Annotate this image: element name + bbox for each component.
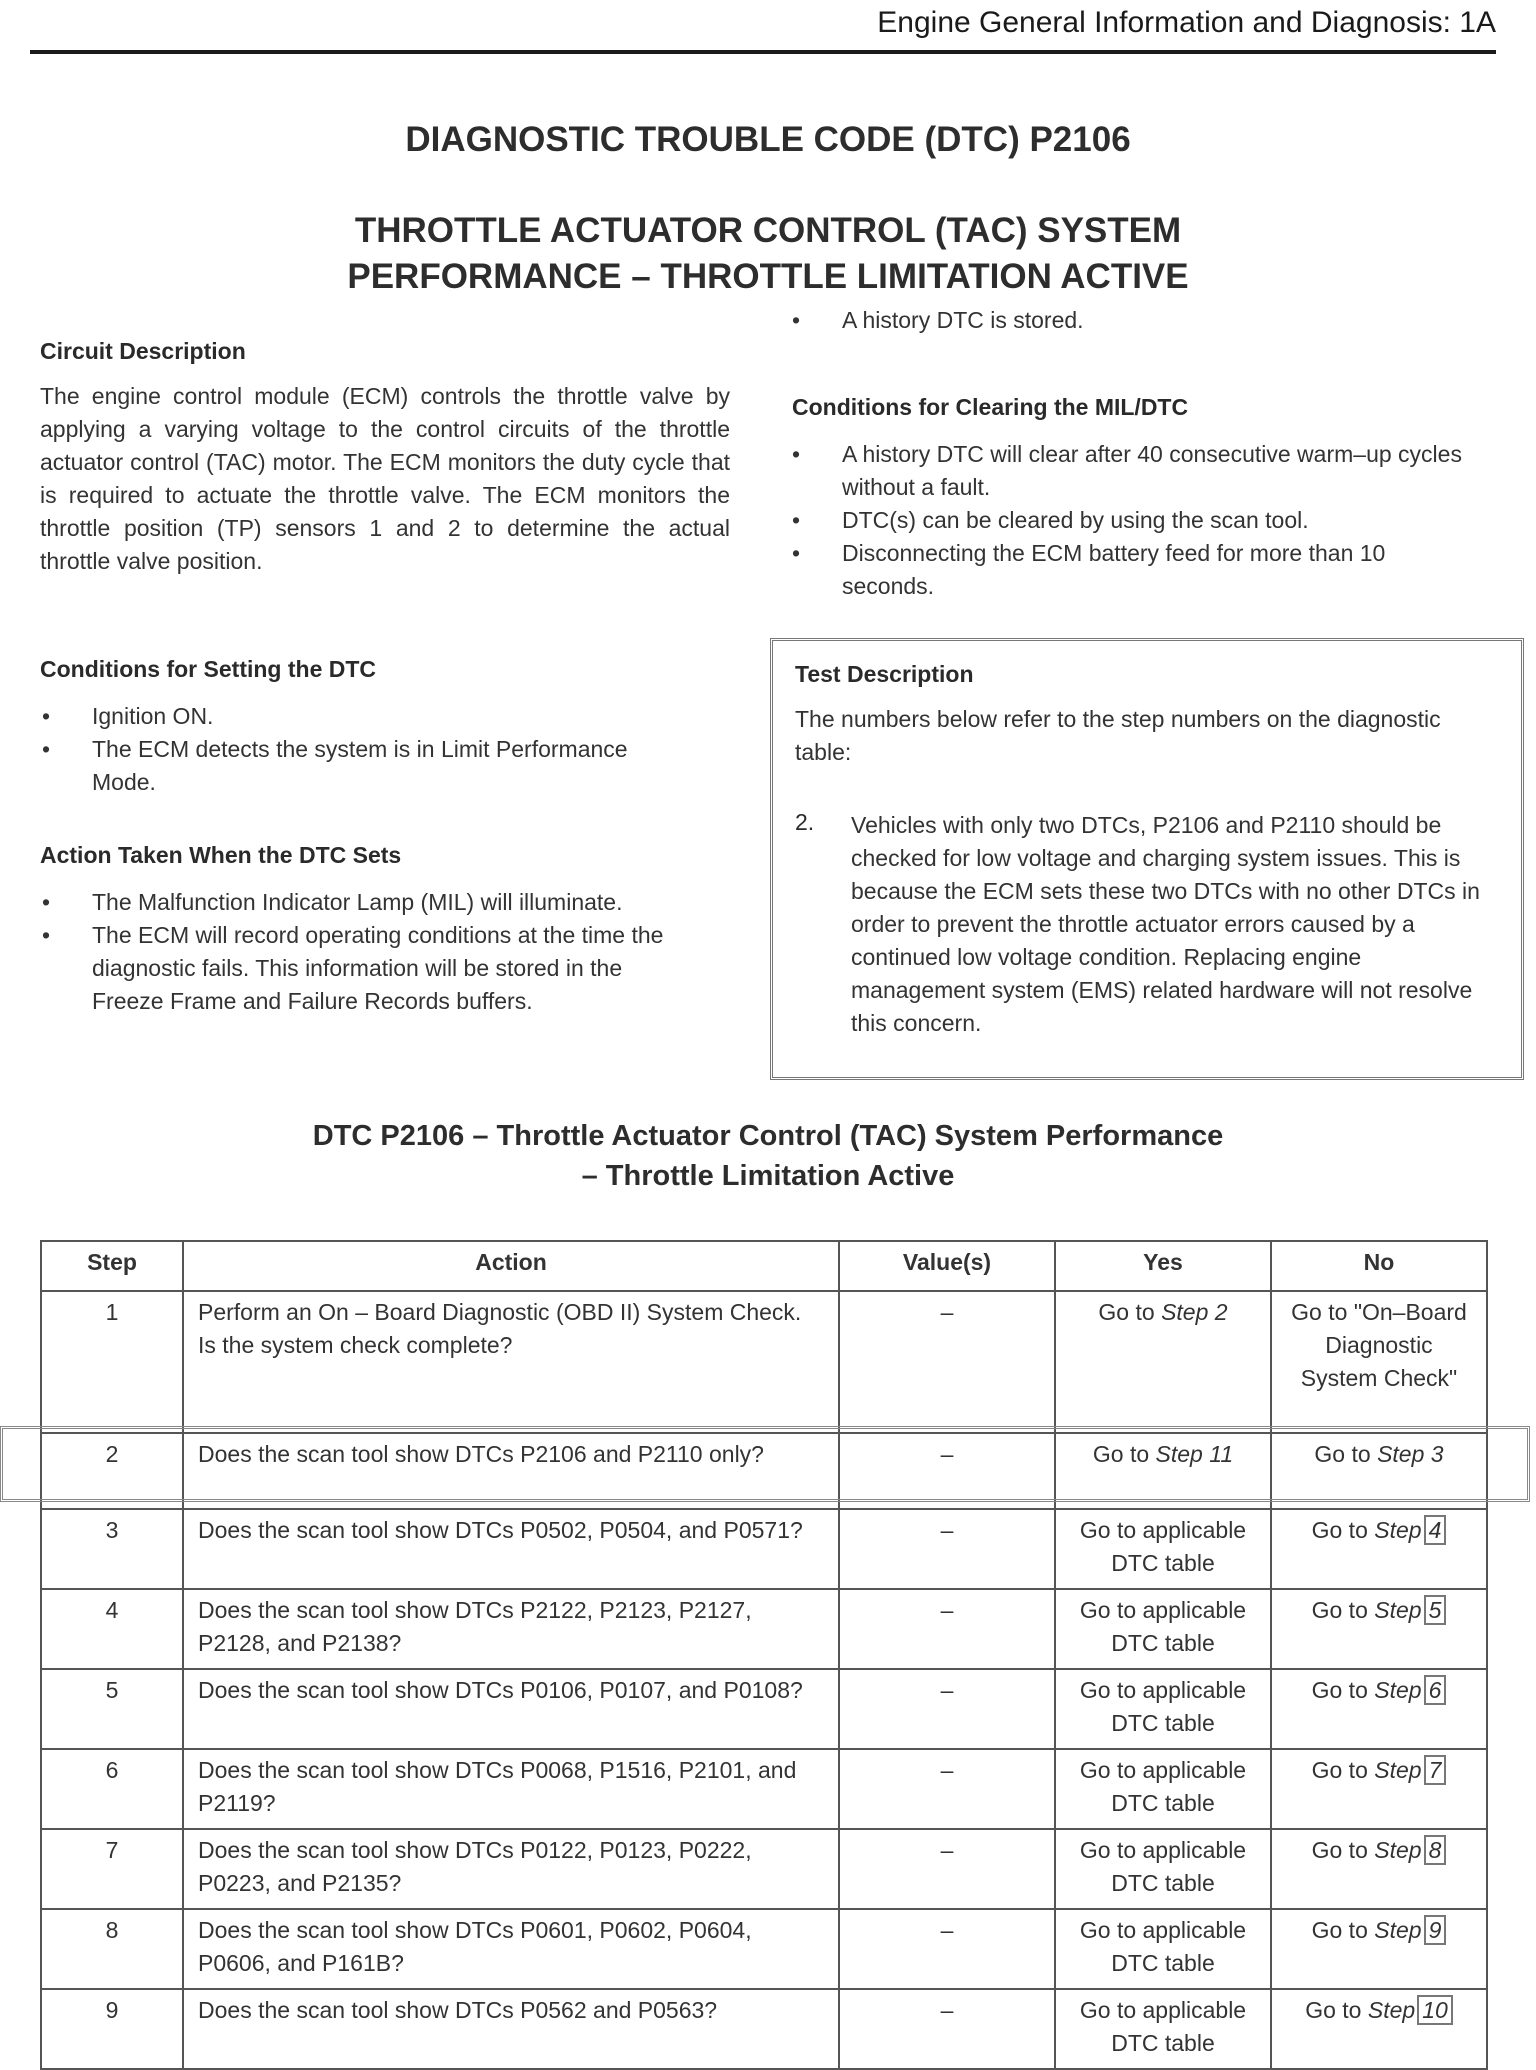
step-cell: 5: [41, 1669, 183, 1749]
no-cell: Go to Step 3: [1271, 1433, 1487, 1509]
yes-cell: Go to applicable DTC table: [1055, 1669, 1271, 1749]
page-title: DIAGNOSTIC TROUBLE CODE (DTC) P2106: [405, 120, 1131, 159]
subtitle-line: PERFORMANCE – THROTTLE LIMITATION ACTIVE: [347, 257, 1189, 296]
header-title: Engine General Information and Diagnosis: 1A: [877, 6, 1496, 39]
yes-cell: Go to applicable DTC table: [1055, 1509, 1271, 1589]
list-item: • The ECM detects the system is in Limit Performance Mode.: [42, 736, 628, 795]
no-cell: Go to Step 10: [1271, 1989, 1487, 2069]
test-intro: The numbers below refer to the step numbers on the diagnostic table:: [795, 706, 1441, 765]
clearing-list: [790, 438, 1480, 603]
col-header-values: Value(s): [839, 1241, 1055, 1291]
step-cell: 3: [41, 1509, 183, 1589]
table-title-line: DTC P2106 – Throttle Actuator Control (TAC) System Performance: [312, 1120, 1224, 1152]
step-link[interactable]: 7: [1424, 1755, 1447, 1785]
yes-cell: Go to Step 2: [1055, 1291, 1271, 1433]
list-item: • The ECM will record operating conditions at the time the diagnostic fails. This information will be stored in the Freeze Frame and Failure Records buffers.: [42, 922, 664, 1014]
subtitle-line: THROTTLE ACTUATOR CONTROL (TAC) SYSTEM: [354, 211, 1182, 250]
no-cell: Go to Step 8: [1271, 1829, 1487, 1909]
table-header-row: [41, 1241, 1487, 1291]
table-title-line: – Throttle Limitation Active: [581, 1160, 955, 1192]
step-link[interactable]: 8: [1424, 1835, 1447, 1865]
test-heading: Test Description: [795, 661, 974, 687]
value-cell: –: [839, 1589, 1055, 1669]
circuit-heading: Circuit Description: [40, 338, 246, 364]
table-row: [41, 1749, 1487, 1829]
action-cell: Does the scan tool show DTCs P0068, P1516, P2101, and P2119?: [183, 1749, 839, 1829]
list-item: • The Malfunction Indicator Lamp (MIL) will illuminate.: [42, 889, 623, 915]
col-header-action: Action: [183, 1241, 839, 1291]
page-subtitle: [0, 208, 1536, 300]
col-header-no: No: [1271, 1241, 1487, 1291]
no-cell: Go to Step 6: [1271, 1669, 1487, 1749]
yes-cell: Go to applicable DTC table: [1055, 1989, 1271, 2069]
table-row: [41, 1433, 1487, 1509]
list-item: • A history DTC is stored.: [792, 307, 1084, 333]
table-row: [41, 1589, 1487, 1669]
action-cell: Does the scan tool show DTCs P0502, P0504, and P0571?: [183, 1509, 839, 1589]
table-row: [41, 1909, 1487, 1989]
value-cell: –: [839, 1669, 1055, 1749]
value-cell: –: [839, 1433, 1055, 1509]
value-cell: –: [839, 1291, 1055, 1433]
step-link[interactable]: 4: [1424, 1515, 1447, 1545]
value-cell: –: [839, 1909, 1055, 1989]
action-list: [40, 886, 690, 1018]
no-cell: [1271, 1291, 1487, 1433]
list-item: • DTC(s) can be cleared by using the scan tool.: [792, 507, 1309, 533]
action-cell: Does the scan tool show DTCs P0601, P0602, P0604, P0606, and P161B?: [183, 1909, 839, 1989]
header-rule: [30, 50, 1496, 54]
yes-cell: Go to applicable DTC table: [1055, 1749, 1271, 1829]
table-row: [41, 1989, 1487, 2069]
col-header-yes: Yes: [1055, 1241, 1271, 1291]
table-title: [0, 1116, 1536, 1196]
test-description-box: [770, 638, 1524, 1080]
circuit-text: The engine control module (ECM) controls the throttle valve by applying a varying voltage to the control circuits of the throttle actuator control (TAC) motor. The ECM monitors the duty cycle that is required to actuate the throttle valve. The ECM monitors the throttle position (TP) sensors 1 and 2 to determine the actual throttle valve position.: [40, 383, 730, 574]
action-cell: Does the scan tool show DTCs P2122, P2123, P2127, P2128, and P2138?: [183, 1589, 839, 1669]
action-cell: Perform an On – Board Diagnostic (OBD II) System Check. Is the system check complete?: [183, 1291, 839, 1433]
yes-cell: Go to applicable DTC table: [1055, 1829, 1271, 1909]
table-row: [41, 1291, 1487, 1433]
yes-cell: Go to applicable DTC table: [1055, 1909, 1271, 1989]
yes-cell: Go to applicable DTC table: [1055, 1589, 1271, 1669]
step-cell: 4: [41, 1589, 183, 1669]
no-cell: Go to Step 9: [1271, 1909, 1487, 1989]
clearing-heading: Conditions for Clearing the MIL/DTC: [792, 394, 1189, 420]
table-row: [41, 1829, 1487, 1909]
step-cell: 2: [41, 1433, 183, 1509]
test-item-text: Vehicles with only two DTCs, P2106 and P2110 should be checked for low voltage and charging system issues. This is because the ECM sets these two DTCs with no other DTCs in order to prevent the throttle actuator errors caused by a continued low voltage condition. Replacing engine management system (EMS) related hardware will not resolve this concern.: [851, 812, 1480, 1036]
yes-cell: Go to Step 11: [1055, 1433, 1271, 1509]
step-link[interactable]: Step 2: [1161, 1299, 1228, 1325]
history-list: [790, 304, 1490, 337]
list-item: • Ignition ON.: [42, 703, 214, 729]
step-cell: 1: [41, 1291, 183, 1433]
step-cell: 6: [41, 1749, 183, 1829]
section-link[interactable]: Go to "On–Board Diagnostic System Check": [1291, 1299, 1467, 1391]
diagnostic-table: [40, 1240, 1488, 2070]
step-link[interactable]: Step 11: [1155, 1441, 1234, 1467]
no-cell: Go to Step 7: [1271, 1749, 1487, 1829]
action-cell: Does the scan tool show DTCs P0106, P0107, and P0108?: [183, 1669, 839, 1749]
value-cell: –: [839, 1989, 1055, 2069]
list-item: • Disconnecting the ECM battery feed for more than 10 seconds.: [792, 540, 1386, 599]
list-item: • A history DTC will clear after 40 consecutive warm–up cycles without a fault.: [792, 441, 1462, 500]
value-cell: –: [839, 1749, 1055, 1829]
no-cell: Go to Step 5: [1271, 1589, 1487, 1669]
action-cell: Does the scan tool show DTCs P0562 and P0563?: [183, 1989, 839, 2069]
step-link[interactable]: 6: [1424, 1675, 1447, 1705]
action-cell: Does the scan tool show DTCs P0122, P0123, P0222, P0223, and P2135?: [183, 1829, 839, 1909]
table-row: [41, 1509, 1487, 1589]
value-cell: –: [839, 1829, 1055, 1909]
setting-heading: Conditions for Setting the DTC: [40, 656, 377, 682]
action-cell: Does the scan tool show DTCs P2106 and P2110 only?: [183, 1433, 839, 1509]
col-header-step: Step: [41, 1241, 183, 1291]
value-cell: –: [839, 1509, 1055, 1589]
action-heading: Action Taken When the DTC Sets: [40, 842, 402, 868]
step-link[interactable]: 5: [1424, 1595, 1447, 1625]
step-cell: 9: [41, 1989, 183, 2069]
step-link[interactable]: Step 3: [1377, 1441, 1444, 1467]
step-cell: 7: [41, 1829, 183, 1909]
step-link[interactable]: 10: [1417, 1995, 1453, 2025]
step-cell: 8: [41, 1909, 183, 1989]
test-item-number: 2.: [795, 809, 815, 835]
setting-list: [40, 700, 680, 799]
table-row: [41, 1669, 1487, 1749]
no-cell: Go to Step 4: [1271, 1509, 1487, 1589]
step-link[interactable]: 9: [1424, 1915, 1447, 1945]
